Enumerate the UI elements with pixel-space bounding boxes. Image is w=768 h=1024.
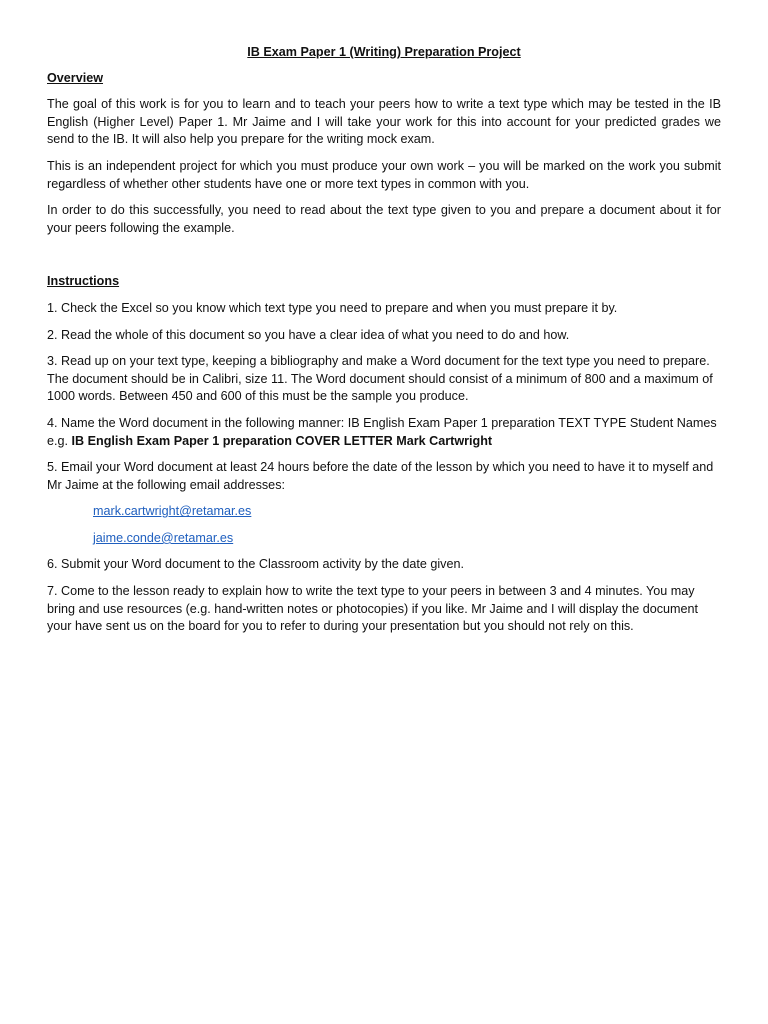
overview-paragraph-3: In order to do this successfully, you need to read about the text type given to you and prepare a document about it for your peers following the example. — [47, 203, 721, 235]
instruction-item-6: 6. Submit your Word document to the Classroom activity by the date given. — [47, 557, 464, 572]
instruction-item-5: 5. Email your Word document at least 24 hours before the date of the lesson by which you need to have it to myself and Mr Jaime at the following email addresses: — [47, 460, 714, 492]
overview-heading: Overview — [47, 70, 104, 85]
instruction-item-4-text: 4. Name the Word document in the following manner: IB English Exam Paper 1 preparation TEXT TYPE Student Names e.g. — [47, 415, 717, 448]
document-title: IB Exam Paper 1 (Writing) Preparation Project — [247, 45, 521, 59]
document-body — [47, 44, 721, 645]
instruction-item-3: 3. Read up on your text type, keeping a bibliography and make a Word document for the text type you need to prepare. The document should be in Calibri, size 11. The Word document should consist of a minimum of 800 and a maximum of 1000 words. Between 450 and 600 of this must be the sample you produce. — [47, 354, 713, 404]
instructions-heading: Instructions — [47, 274, 120, 289]
instruction-item-4-example: IB English Exam Paper 1 preparation COVER LETTER Mark Cartwright — [71, 433, 493, 448]
instruction-item-7: 7. Come to the lesson ready to explain how to write the text type to your peers in between 3 and 4 minutes. You may bring and use resources (e.g. hand-written notes or photocopies) if you like. Mr Jaime and I will display the document your have sent us on the board for you to refer to during your presentation but you should not rely on this. — [47, 584, 699, 634]
instruction-item-4 — [47, 415, 721, 450]
overview-paragraph-2: This is an independent project for which you must produce your own work – you will be marked on the work you submit regardless of whether other students have one or more text types in common with you. — [47, 158, 721, 191]
section-spacer — [47, 246, 721, 273]
instruction-item-2: 2. Read the whole of this document so you have a clear idea of what you need to do and how. — [47, 327, 570, 342]
email-link-jaime[interactable]: jaime.conde@retamar.es — [93, 530, 234, 545]
email-link-mark[interactable]: mark.cartwright@retamar.es — [93, 504, 252, 519]
instruction-item-1: 1. Check the Excel so you know which text type you need to prepare and when you must prepare it by. — [47, 300, 618, 315]
overview-paragraph-1: The goal of this work is for you to learn and to teach your peers how to write a text type which may be tested in the IB English (Higher Level) Paper 1. Mr Jaime and I will take your work for this into account for your predicted grades we send to the IB. It will also help you prepare for the writing mock exam. — [47, 97, 721, 147]
